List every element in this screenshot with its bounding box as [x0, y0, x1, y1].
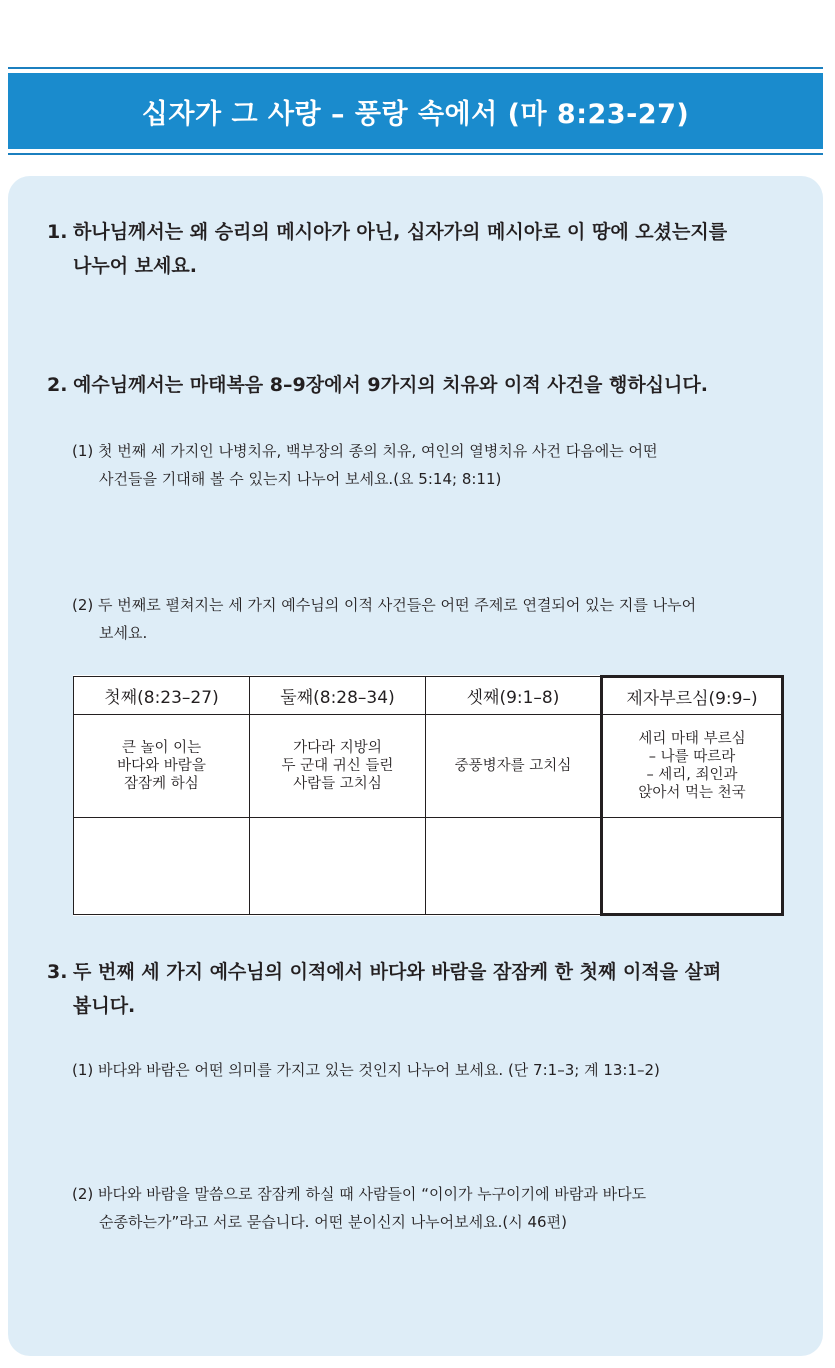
cell-line: 앉아서 먹는 천국 — [638, 785, 746, 801]
question-text-line2: 나누어 보세요. — [73, 255, 197, 277]
question-1 — [47, 215, 727, 283]
sub-text-line2: 순종하는가”라고 서로 묻습니다. 어떤 분이신지 나누어보세요.(시 46편) — [99, 1213, 567, 1231]
table-row — [74, 715, 783, 818]
answer-cell[interactable] — [74, 818, 250, 915]
question-number: 3. — [47, 961, 68, 983]
title-banner — [8, 73, 823, 149]
sub-text-line1: (1) 첫 번째 세 가지인 나병치유, 백부장의 종의 치유, 여인의 열병치유 사건 다음에는 어떤 — [72, 442, 658, 460]
question-2 — [47, 368, 708, 402]
sub-text-line1: (2) 두 번째로 펼쳐지는 세 가지 예수님의 이적 사건들은 어떤 주제로 연결되어 있는 지를 나누어 — [72, 596, 697, 614]
sub-text-line2: 사건들을 기대해 볼 수 있는지 나누어 보세요.(요 5:14; 8:11) — [99, 470, 502, 488]
title-banner-frame — [8, 67, 823, 155]
cell-line: 중풍병자를 고치심 — [454, 758, 572, 774]
cell-line: 잠잠케 하심 — [124, 776, 199, 792]
question-3-sub-2 — [72, 1180, 784, 1236]
table-row-blank — [74, 818, 783, 915]
cell-line: 바다와 바람을 — [117, 758, 206, 774]
table-cell — [74, 715, 250, 818]
question-text-line1: 두 번째 세 가지 예수님의 이적에서 바다와 바람을 잠잠케 한 첫째 이적을 살펴 — [73, 961, 722, 983]
question-text-line1: 예수님께서는 마태복음 8–9장에서 9가지의 치유와 이적 사건을 행하십니다. — [73, 374, 708, 396]
table-header-disciple: 제자부르심(9:9–) — [602, 677, 783, 715]
table-header-second: 둘째(8:28–34) — [250, 677, 426, 715]
question-text-line1: 하나님께서는 왜 승리의 메시아가 아닌, 십자가의 메시아로 이 땅에 오셨는지를 — [73, 221, 728, 243]
cell-line: 가다라 지방의 — [293, 740, 382, 756]
answer-cell[interactable] — [426, 818, 602, 915]
miracles-table — [73, 675, 784, 916]
cell-line: 큰 놀이 이는 — [121, 740, 202, 756]
question-number: 2. — [47, 374, 68, 396]
cell-line: 사람들 고치심 — [293, 776, 382, 792]
cell-line: – 세리, 죄인과 — [646, 767, 738, 783]
question-3 — [47, 955, 721, 1023]
answer-cell[interactable] — [250, 818, 426, 915]
question-text-line2: 봅니다. — [73, 995, 136, 1017]
sub-text-line1: (1) 바다와 바람은 어떤 의미를 가지고 있는 것인지 나누어 보세요. (단 7:1–3; 계 13:1–2) — [72, 1061, 660, 1079]
question-2-sub-1 — [72, 437, 784, 493]
table-cell — [250, 715, 426, 818]
page-title: 십자가 그 사랑 – 풍랑 속에서 (마 8:23-27) — [141, 98, 690, 130]
sub-text-line1: (2) 바다와 바람을 말씀으로 잠잠케 하실 때 사람들이 “이이가 누구이기에 바람과 바다도 — [72, 1185, 647, 1203]
cell-line: 세리 마태 부르심 — [638, 731, 746, 747]
table-cell — [602, 715, 783, 818]
sub-text-line2: 보세요. — [99, 624, 148, 642]
table-cell — [426, 715, 602, 818]
table-header-first: 첫째(8:23–27) — [74, 677, 250, 715]
cell-line: – 나를 따르라 — [648, 749, 736, 765]
question-3-sub-1 — [72, 1056, 784, 1084]
question-2-sub-2 — [72, 591, 784, 647]
table-header-row — [74, 677, 783, 715]
cell-line: 두 군대 귀신 들린 — [281, 758, 394, 774]
table-header-third: 셋째(9:1–8) — [426, 677, 602, 715]
question-number: 1. — [47, 221, 68, 243]
answer-cell[interactable] — [602, 818, 783, 915]
